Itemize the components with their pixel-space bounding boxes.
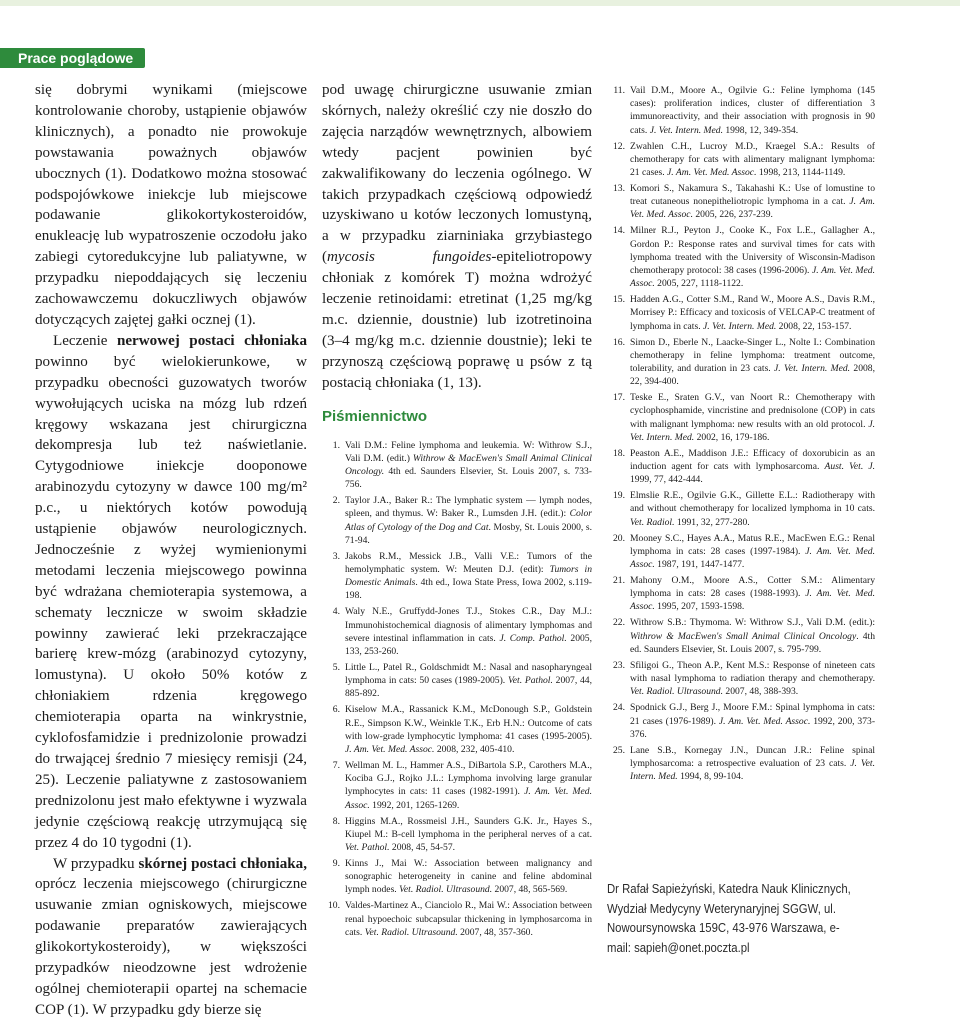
reference-number: 23.: [613, 659, 625, 671]
reference-text: [630, 489, 875, 529]
reference-journal: J. Am. Vet. Med. Assoc.: [630, 265, 875, 290]
paragraph: [35, 331, 307, 854]
reference-item: [322, 703, 592, 756]
reference-number: 5.: [332, 662, 340, 674]
reference-details: . Mosby, St. Louis 2000, s. 71-94.: [345, 521, 592, 546]
reference-details: 4th ed. Saunders Elsevier, St. Louis 2007, s. 733-756.: [345, 466, 592, 491]
reference-details: 2008, 22, 153-157.: [776, 320, 852, 332]
reference-text: [345, 899, 592, 939]
reference-number: 3.: [332, 550, 340, 562]
reference-details: 2008, 45, 54-57.: [389, 842, 456, 854]
reference-journal: J. Am. Vet. Med. Assoc.: [345, 744, 435, 756]
reference-item: [322, 439, 592, 492]
reference-journal: J. Vet. Intern. Med.: [774, 363, 851, 375]
reference-number: 11.: [613, 85, 625, 96]
reference-journal: J. Am. Vet. Med. Assoc.: [630, 588, 875, 613]
reference-text: [630, 659, 875, 699]
reference-item: [322, 494, 592, 547]
reference-number: 1.: [332, 439, 340, 451]
reference-authors-title: Elmslie R.E., Ogilvie G.K., Gillette E.L.: Radiotherapy with and without chemotherapy for localized lymphoma in 10 cats.: [630, 490, 875, 515]
reference-item: [607, 391, 875, 444]
reference-journal: J. Am. Vet. Med. Assoc.: [718, 715, 811, 727]
reference-text: [630, 391, 875, 444]
reference-details: 2007, 48, 565-569.: [492, 884, 568, 896]
bold-term: skórnej postaci chłoniaka,: [138, 855, 307, 872]
reference-details: 2008, 22, 394-400.: [630, 363, 875, 388]
reference-number: 6.: [332, 704, 340, 716]
text-column-1: [35, 80, 307, 1021]
reference-details: 2002, 16, 179-186.: [694, 431, 770, 443]
reference-text: [345, 605, 592, 658]
reference-number: 13.: [613, 183, 625, 195]
reference-journal: Color Atlas of Cytology of the Dog and Cat: [345, 508, 592, 533]
reference-text: [630, 182, 875, 222]
text-column-3: [607, 84, 875, 786]
reference-authors-title: Vali D.M.: Feline lymphoma and leukemia. W: Withrow S.J., Vali D.M. (edit.): [345, 439, 592, 464]
reference-authors-title: Wellman M. L., Hammer A.S., DiBartola S.P., Carothers M.A., Kociba G.J., Rojko J.L.: Lymphoma involving large granular lymphocytes in cats: 11 cases (1982-1991).: [345, 760, 592, 798]
reference-journal: J. Am. Vet. Med. Assoc.: [630, 196, 875, 221]
reference-journal: Vet. Radiol.: [630, 516, 675, 528]
reference-number: 21.: [613, 575, 625, 587]
reference-item: [322, 815, 592, 855]
reference-authors-title: Mooney S.C., Hayes A.A., Matus R.E., MacEwen E.G.: Renal lymphoma in cats: 28 cases (1997-1984).: [630, 532, 875, 557]
reference-item: [607, 84, 875, 137]
reference-number: 16.: [613, 336, 625, 348]
reference-authors-title: Kiselow M.A., Rassanick K.M., McDonough S.P., Goldstein R.E., Simpson K.W., Weinkle T.K., Erb H.N.: Outcome of cats with low-grade lymphocytic lymphoma: 41 cases (1995-2005).: [345, 704, 592, 742]
reference-authors-title: Jakobs R.M., Messick J.B., Valli V.E.: Tumors of the hemolymphatic system. W: Meuten D.J. (edit):: [345, 550, 592, 576]
reference-item: [607, 744, 875, 784]
reference-journal: Aust. Vet. J.: [824, 461, 875, 473]
reference-text: [630, 224, 875, 290]
reference-journal: J. Vet. Intern. Med.: [630, 757, 875, 783]
reference-details: . 4th ed., Iowa State Press, Iowa 2002, s.119-198.: [345, 577, 593, 602]
column-2-body: [322, 80, 592, 394]
author-affiliation: Dr Rafał Sapieżyński, Katedra Nauk Klinicznych, Wydział Medycyny Weterynaryjnej SGGW, ul. Nowoursynowska 159C, 43-976 Warszawa, e-mail: sapieh@onet.poczta.pl: [607, 882, 851, 955]
reference-text: [630, 701, 875, 741]
reference-journal: Tumors in Domestic Animals: [345, 564, 593, 589]
section-label: Prace poglądowe: [0, 48, 145, 68]
bold-term: nerwowej postaci chłoniaka: [116, 332, 307, 349]
reference-authors-title: Taylor J.A., Baker R.: The lymphatic system — lymph nodes, spleen, and thymus. W: Baker R., Lumsden J.H. (edit.):: [345, 495, 592, 520]
reference-number: 20.: [613, 532, 625, 544]
reference-journal: Vet. Radiol. Ultrasound.: [364, 926, 458, 938]
reference-authors-title: Valdes-Martinez A., Cianciolo R., Mai W.: Association between renal hypoechoic subcapsular thickening in lymphosarcoma in cats.: [345, 900, 592, 938]
reference-text: [345, 439, 592, 492]
reference-details: 2007, 44, 885-892.: [345, 675, 593, 700]
reference-number: 24.: [613, 702, 625, 714]
reference-details: 1994, 8, 99-104.: [677, 771, 744, 783]
reference-authors-title: Zwahlen C.H., Lucroy M.D., Kraegel S.A.: Results of chemotherapy for cats with alimentary malignant lymphoma: 21 cases.: [630, 140, 875, 179]
reference-text: [345, 661, 592, 701]
reference-text: [345, 857, 592, 897]
reference-number: 15.: [613, 294, 625, 306]
reference-list: [322, 439, 592, 939]
reference-details: 2005, 226, 237-239.: [692, 209, 773, 221]
reference-text: [630, 574, 875, 614]
reference-text: [630, 84, 875, 137]
text-column-2: [322, 80, 592, 942]
reference-journal: J. Vet. Intern. Med.: [703, 320, 777, 332]
reference-text: [630, 447, 875, 487]
reference-item: [322, 550, 592, 603]
reference-text: [345, 550, 592, 603]
reference-journal: Vet. Pathol.: [345, 842, 390, 854]
reference-authors-title: Komori S., Nakamura S., Takahashi K.: Use of lomustine to treat cutaneous nonepitheliotropic lymphoma in a cat.: [630, 183, 875, 208]
reference-item: [607, 616, 875, 656]
reference-item: [607, 489, 875, 529]
reference-number: 18.: [613, 447, 625, 459]
text-run: pod uwagę chirurgiczne usuwanie zmian skórnych, należy określić czy nie doszło do zajęcia narządów wewnętrznych, albowiem wtedy pacjent powinien być zakwalifikowany do leczenia ogólnego. W takich przypadkach częściową odpowiedź uzyskiwano u kotów leczonych lomustyną, a w przypadku ziarniniaka grzybiastego (: [322, 82, 592, 266]
reference-authors-title: Teske E., Sraten G.V., van Noort R.: Chemotherapy with cyclophosphamide, vincristine and prednisolone (COP) in cats with malignant lymphoma: new results with an old protocol.: [630, 392, 875, 430]
reference-authors-title: Higgins M.A., Rossmeisl J.H., Saunders G.K. Jr., Hayes S., Kiupel M.: B-cell lymphoma in the peripheral nerves of a cat.: [345, 815, 592, 840]
reference-journal: J. Vet. Intern. Med.: [630, 418, 875, 443]
reference-item: [607, 532, 875, 572]
reference-text: [630, 293, 875, 333]
reference-authors-title: Simon D., Eberle N., Laacke-Singer L., Nolte I.: Combination chemotherapy in feline lymphoma: treatment outcome, tolerability, and duration in 23 cats.: [630, 336, 875, 375]
reference-authors-title: Spodnick G.J., Berg J., Moore F.M.: Spinal lymphoma in cats: 21 cases (1976-1989).: [630, 702, 875, 727]
reference-text: [630, 140, 875, 180]
reference-text: [630, 616, 875, 656]
reference-details: 2007, 48, 357-360.: [457, 926, 533, 938]
reference-text: [345, 703, 592, 756]
reference-text: [345, 494, 592, 547]
text-run: W przypadku: [53, 855, 139, 872]
reference-number: 7.: [332, 760, 340, 772]
reference-item: [607, 659, 875, 699]
text-run: oprócz leczenia miejscowego (chirurgiczne usuwanie zmian ogniskowych, miejscowe podawanie preparatów zawierających glikokortykosteroidy), w większości przypadków nieodzowne jest wdrożenie ogólnej chemioterapii opartej na schemacie COP (1). W przypadku gdy bierze się: [35, 876, 307, 1018]
text-run: -epiteliotropowy chłoniak z komórek T) można wdrożyć leczenie retinoidami: etretinat (1,25 mg/kg m.c. dziennie, doustnie) lub izotretinoina (3–4 mg/kg m.c. dziennie doustnie); leki te przynoszą częściową poprawę u psów z tą postacią chłoniaka (1, 13).: [322, 249, 592, 391]
reference-text: [630, 744, 875, 784]
reference-authors-title: Little L., Patel R., Goldschmidt M.: Nasal and nasopharyngeal lymphoma in cats: 50 cases (1989-2005).: [345, 662, 592, 687]
reference-journal: Withrow & MacEwen's Small Animal Clinical Oncology: [630, 630, 857, 642]
reference-item: [607, 224, 875, 290]
reference-journal: Withrow & MacEwen's Small Animal Clinical Oncology.: [345, 452, 592, 477]
reference-journal: J. Am. Vet. Med. Assoc.: [630, 545, 875, 571]
reference-details: 1992, 200, 373-376.: [630, 715, 876, 740]
reference-journal: Vet. Pathol.: [507, 675, 553, 687]
reference-text: [345, 759, 592, 812]
text-run: powinno być wielokierunkowe, w przypadku obecności guzowatych tworów wywołujących uciska na mózg lub rdzeń kręgowy wskazana jest chirurgiczna dekompresja lub też naświetlanie. Cytygodniowe iniekcje dooponowe arabinozydu cytozyny w dawce 100 mg/m² p.c., u niektórych kotów powodują ustąpienie objawów neurologicznych. Jednocześnie z wyżej wymienionymi metodami leczenia miejscowego powinna być wdrażana chemioterapia systemowa, a schematy lecznicze w swoim składzie powinny zawierać leki przekraczające barierę krew-mózg (arabinozyd cytozyny, lomustyna). U około 50% kotów z chłoniakiem rdzenia kręgowego chemioterapia oparta na winkrystnie, cyklofosfamidzie i prednizolonie prowadzi do trwającej średnio 7 miesięcy remisji (24, 25). Leczenie paliatywne z zastosowaniem prednizolonu jest mało efektywne i wyzwala jedynie częściową reakcję utrzymującą się przez 4 do 10 tygodni (1).: [35, 353, 307, 851]
reference-details: 2005, 227, 1118-1122.: [654, 278, 744, 290]
reference-number: 12.: [613, 140, 625, 152]
reference-number: 10.: [328, 900, 340, 912]
reference-item: [607, 182, 875, 222]
reference-item: [322, 759, 592, 812]
paragraph: się dobrymi wynikami (miejscowe kontrolowanie choroby, ustąpienie objawów klinicznych), a ponadto nie prowokuje powstawania poważnych objawów ubocznych (1). Dodatkowo można stosować podspojówkowe iniekcje lub miejscowe podawanie glikokortykosteroidów, enukleację lub wypatroszenie oczodołu jako zabiegi cytoredukcyjne lub paliatywne, w przypadku niepoddających się leczeniu zachowawczemu dokuczliwych objawów dotyczących zajętej gałki ocznej (1).: [35, 82, 307, 328]
top-decorative-strip: [0, 0, 960, 6]
references-heading: Piśmiennictwo: [322, 407, 428, 425]
reference-item: [607, 293, 875, 333]
reference-details: 2008, 232, 405-410.: [434, 744, 515, 756]
reference-authors-title: Milner R.J., Peyton J., Cooke K., Fox L.E., Gallagher A., Gordon P.: Response rates and survival times for cats with lymphoma treated with the University of Wisconsin-Madison chemotherapy protocol: 38 cases (1996-2006).: [630, 225, 875, 277]
reference-authors-title: Hadden A.G., Cotter S.M., Rand W., Moore A.S., Davis R.M., Morrisey P.: Efficacy and toxicosis of VELCAP-C treatment of lymphoma in cats.: [630, 294, 875, 332]
reference-details: 1998, 12, 349-354.: [722, 124, 799, 136]
reference-journal: J. Vet. Intern. Med.: [649, 124, 723, 136]
reference-number: 17.: [613, 392, 625, 404]
reference-item: [322, 899, 592, 939]
reference-journal: J. Am. Vet. Med. Assoc.: [667, 167, 757, 179]
reference-journal: J. Comp. Pathol.: [499, 632, 567, 644]
paragraph: [322, 80, 592, 394]
reference-number: 25.: [613, 744, 625, 756]
reference-authors-title: Kinns J., Mai W.: Association between malignancy and sonographic heterogeneity in canine and feline abdominal lymph nodes.: [345, 858, 592, 896]
reference-details: 1995, 207, 1593-1598.: [654, 601, 745, 613]
reference-item: [322, 661, 592, 701]
paragraph: [35, 854, 307, 1021]
reference-authors-title: Sfiligoi G., Theon A.P., Kent M.S.: Response of nineteen cats with nasal lymphoma to radiation therapy and chemotherapy.: [630, 659, 875, 685]
reference-details: 1998, 213, 1144-1149.: [756, 167, 846, 179]
reference-number: 14.: [613, 225, 625, 237]
reference-authors-title: Waly N.E., Gruffydd-Jones T.J., Stokes C.R., Day M.J.: Immunohistochemical diagnosis of alimentary lymphomas and severe intestinal inflammation in cats.: [345, 606, 592, 644]
reference-authors-title: Vail D.M., Moore A., Ogilvie G.: Feline lymphoma (145 cases): proliferation indices, cluster of differentiation 3 immunoreactivity, and their association with prognosis in 90 cats.: [630, 85, 875, 136]
reference-number: 2.: [332, 495, 340, 507]
reference-text: [630, 532, 875, 572]
reference-details: 1992, 201, 1265-1269.: [369, 799, 460, 811]
reference-journal: Vet. Radiol. Ultrasound.: [630, 686, 724, 698]
text-run: Leczenie: [53, 332, 117, 349]
reference-authors-title: Mahony O.M., Moore A.S., Cotter S.M.: Alimentary lymphoma in cats: 28 cases (1988-1993).: [630, 575, 875, 600]
reference-journal: J. Am. Vet. Med. Assoc.: [345, 786, 592, 811]
reference-number: 9.: [332, 858, 340, 870]
reference-details: 1999, 77, 442-444.: [630, 474, 703, 486]
reference-details: . 4th ed. Saunders Elsevier, St. Louis 2007, s. 795-799.: [630, 630, 875, 655]
reference-details: 1987, 191, 1447-1477.: [654, 559, 745, 571]
reference-item: [607, 336, 875, 389]
reference-authors-title: Lane S.B., Kornegay J.N., Duncan J.R.: Feline spinal lymphosarcoma: a retrospective evaluation of 23 cats.: [630, 744, 875, 769]
reference-item: [607, 447, 875, 487]
reference-number: 19.: [613, 490, 625, 502]
reference-number: 22.: [613, 617, 625, 629]
reference-item: [322, 857, 592, 897]
reference-details: 2005, 133, 253-260.: [345, 632, 592, 658]
reference-item: [607, 140, 875, 180]
reference-number: 8.: [332, 815, 340, 827]
italic-term: mycosis fungoides: [327, 249, 492, 266]
reference-number: 4.: [332, 606, 340, 618]
reference-journal: Vet. Radiol. Ultrasound.: [399, 884, 493, 896]
reference-item: [607, 701, 875, 741]
reference-text: [630, 336, 875, 389]
reference-item: [322, 605, 592, 658]
reference-text: [345, 815, 592, 855]
reference-list: [607, 84, 875, 783]
reference-item: [607, 574, 875, 614]
reference-details: 2007, 48, 388-393.: [723, 686, 799, 698]
reference-authors-title: Withrow S.B.: Thymoma. W: Withrow S.J., Vali D.M. (edit.):: [630, 617, 875, 629]
reference-authors-title: Peaston A.E., Maddison J.E.: Efficacy of doxorubicin as an induction agent for cats with lymphosarcoma.: [630, 447, 875, 473]
reference-details: 1991, 32, 277-280.: [674, 516, 750, 528]
